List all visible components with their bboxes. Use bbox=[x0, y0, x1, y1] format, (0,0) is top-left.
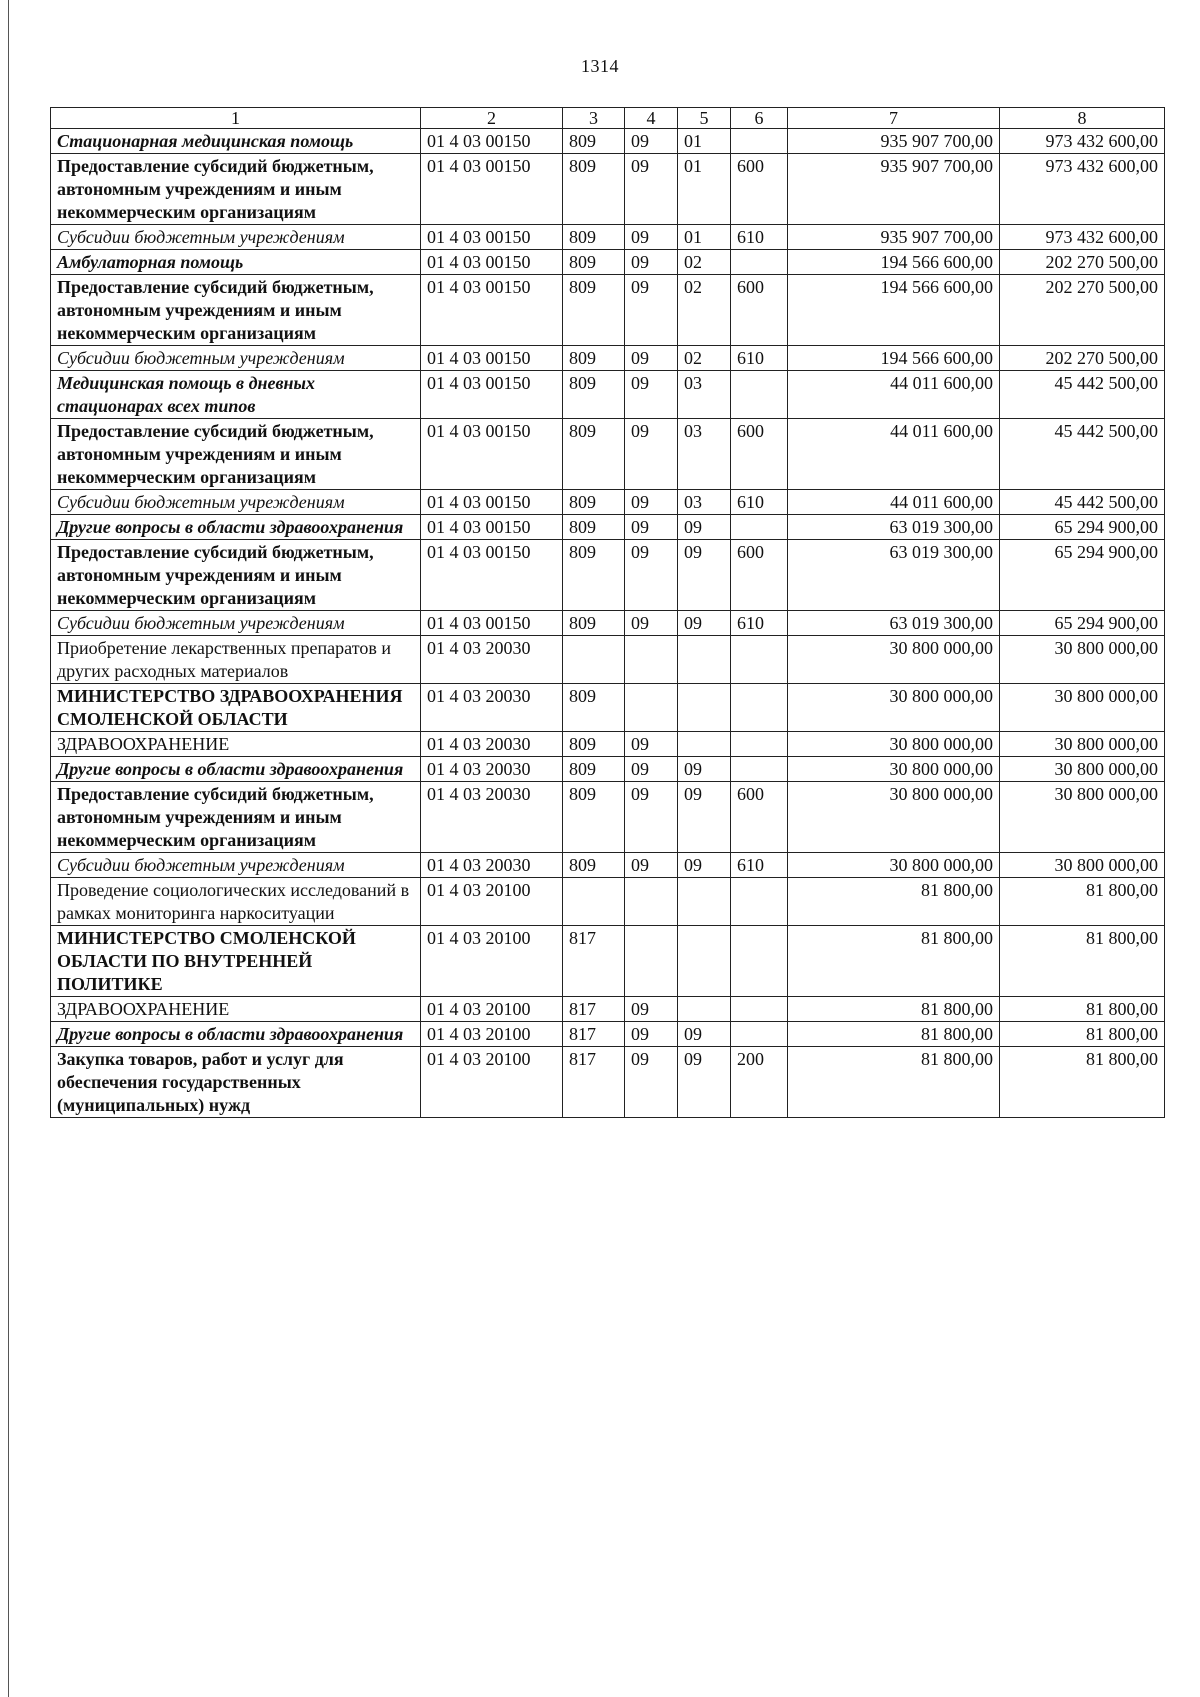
row-amount-year1-cell: 935 907 700,00 bbox=[788, 129, 1000, 154]
row-section-cell: 09 bbox=[625, 225, 678, 250]
row-target-code-cell: 01 4 03 00150 bbox=[421, 611, 563, 636]
row-expense-type-cell: 610 bbox=[731, 225, 788, 250]
row-amount-year2-cell: 81 800,00 bbox=[1000, 878, 1165, 926]
row-name-cell: ЗДРАВООХРАНЕНИЕ bbox=[51, 732, 421, 757]
row-target-code-cell: 01 4 03 20100 bbox=[421, 878, 563, 926]
row-name-cell: Субсидии бюджетным учреждениям bbox=[51, 853, 421, 878]
row-ministry-code-cell: 809 bbox=[563, 154, 625, 225]
row-amount-year1-cell: 30 800 000,00 bbox=[788, 636, 1000, 684]
row-ministry-code-cell: 809 bbox=[563, 611, 625, 636]
row-ministry-code-cell: 809 bbox=[563, 853, 625, 878]
row-section-cell: 09 bbox=[625, 1047, 678, 1118]
row-ministry-code-cell: 817 bbox=[563, 997, 625, 1022]
row-subsection-cell bbox=[678, 732, 731, 757]
row-target-code-cell: 01 4 03 20030 bbox=[421, 636, 563, 684]
row-expense-type-cell bbox=[731, 250, 788, 275]
row-subsection-cell: 09 bbox=[678, 540, 731, 611]
row-section-cell: 09 bbox=[625, 732, 678, 757]
row-name-cell: Другие вопросы в области здравоохранения bbox=[51, 515, 421, 540]
row-amount-year1-cell: 935 907 700,00 bbox=[788, 154, 1000, 225]
row-section-cell: 09 bbox=[625, 611, 678, 636]
row-expense-type-cell: 600 bbox=[731, 419, 788, 490]
row-ministry-code-cell: 809 bbox=[563, 275, 625, 346]
row-amount-year1-cell: 44 011 600,00 bbox=[788, 371, 1000, 419]
row-expense-type-cell: 600 bbox=[731, 275, 788, 346]
row-name-cell: Предоставление субсидий бюджетным, автономным учреждениям и иным некоммерческим организациям bbox=[51, 540, 421, 611]
page-number: 1314 bbox=[581, 56, 619, 76]
table-row bbox=[51, 1022, 1165, 1047]
row-amount-year2-cell: 45 442 500,00 bbox=[1000, 371, 1165, 419]
row-subsection-cell: 02 bbox=[678, 275, 731, 346]
row-subsection-cell bbox=[678, 878, 731, 926]
row-amount-year1-cell: 194 566 600,00 bbox=[788, 250, 1000, 275]
row-amount-year2-cell: 202 270 500,00 bbox=[1000, 275, 1165, 346]
row-ministry-code-cell: 817 bbox=[563, 1047, 625, 1118]
row-name-cell: МИНИСТЕРСТВО ЗДРАВООХРАНЕНИЯ СМОЛЕНСКОЙ ОБЛАСТИ bbox=[51, 684, 421, 732]
row-expense-type-cell: 610 bbox=[731, 490, 788, 515]
row-target-code-cell: 01 4 03 20100 bbox=[421, 997, 563, 1022]
row-target-code-cell: 01 4 03 20030 bbox=[421, 684, 563, 732]
row-expense-type-cell: 600 bbox=[731, 540, 788, 611]
row-target-code-cell: 01 4 03 00150 bbox=[421, 419, 563, 490]
row-name-cell: Амбулаторная помощь bbox=[51, 250, 421, 275]
table-row bbox=[51, 732, 1165, 757]
header-cell-6: 6 bbox=[731, 108, 788, 129]
row-name-cell: Субсидии бюджетным учреждениям bbox=[51, 346, 421, 371]
row-subsection-cell: 02 bbox=[678, 250, 731, 275]
row-section-cell: 09 bbox=[625, 515, 678, 540]
row-section-cell bbox=[625, 684, 678, 732]
row-target-code-cell: 01 4 03 20100 bbox=[421, 1047, 563, 1118]
row-target-code-cell: 01 4 03 20030 bbox=[421, 757, 563, 782]
row-amount-year2-cell: 973 432 600,00 bbox=[1000, 225, 1165, 250]
row-ministry-code-cell: 809 bbox=[563, 346, 625, 371]
row-subsection-cell: 09 bbox=[678, 757, 731, 782]
row-amount-year1-cell: 194 566 600,00 bbox=[788, 346, 1000, 371]
row-subsection-cell: 09 bbox=[678, 853, 731, 878]
row-target-code-cell: 01 4 03 00150 bbox=[421, 129, 563, 154]
row-expense-type-cell bbox=[731, 684, 788, 732]
table-row bbox=[51, 926, 1165, 997]
row-section-cell: 09 bbox=[625, 275, 678, 346]
row-amount-year2-cell: 30 800 000,00 bbox=[1000, 636, 1165, 684]
row-amount-year2-cell: 81 800,00 bbox=[1000, 926, 1165, 997]
row-section-cell: 09 bbox=[625, 371, 678, 419]
table-row bbox=[51, 346, 1165, 371]
row-subsection-cell bbox=[678, 684, 731, 732]
row-subsection-cell: 03 bbox=[678, 371, 731, 419]
row-amount-year2-cell: 65 294 900,00 bbox=[1000, 540, 1165, 611]
row-subsection-cell: 09 bbox=[678, 782, 731, 853]
table-row bbox=[51, 225, 1165, 250]
row-section-cell bbox=[625, 878, 678, 926]
row-target-code-cell: 01 4 03 00150 bbox=[421, 225, 563, 250]
row-target-code-cell: 01 4 03 00150 bbox=[421, 250, 563, 275]
row-amount-year2-cell: 973 432 600,00 bbox=[1000, 154, 1165, 225]
row-name-cell: Субсидии бюджетным учреждениям bbox=[51, 611, 421, 636]
table-row bbox=[51, 371, 1165, 419]
row-subsection-cell: 09 bbox=[678, 611, 731, 636]
row-ministry-code-cell: 809 bbox=[563, 490, 625, 515]
row-amount-year1-cell: 30 800 000,00 bbox=[788, 732, 1000, 757]
row-amount-year2-cell: 30 800 000,00 bbox=[1000, 782, 1165, 853]
row-amount-year1-cell: 81 800,00 bbox=[788, 878, 1000, 926]
row-ministry-code-cell: 809 bbox=[563, 225, 625, 250]
row-name-cell: Стационарная медицинская помощь bbox=[51, 129, 421, 154]
row-name-cell: ЗДРАВООХРАНЕНИЕ bbox=[51, 997, 421, 1022]
row-target-code-cell: 01 4 03 00150 bbox=[421, 515, 563, 540]
row-ministry-code-cell: 809 bbox=[563, 129, 625, 154]
header-cell-5: 5 bbox=[678, 108, 731, 129]
row-expense-type-cell: 610 bbox=[731, 853, 788, 878]
table-row bbox=[51, 878, 1165, 926]
row-amount-year1-cell: 30 800 000,00 bbox=[788, 757, 1000, 782]
header-cell-3: 3 bbox=[563, 108, 625, 129]
row-name-cell: Предоставление субсидий бюджетным, автономным учреждениям и иным некоммерческим организациям bbox=[51, 154, 421, 225]
row-amount-year1-cell: 44 011 600,00 bbox=[788, 419, 1000, 490]
row-amount-year1-cell: 81 800,00 bbox=[788, 997, 1000, 1022]
row-amount-year2-cell: 30 800 000,00 bbox=[1000, 684, 1165, 732]
row-name-cell: Предоставление субсидий бюджетным, автономным учреждениям и иным некоммерческим организациям bbox=[51, 782, 421, 853]
table-row bbox=[51, 611, 1165, 636]
row-section-cell: 09 bbox=[625, 154, 678, 225]
row-name-cell: Медицинская помощь в дневных стационарах всех типов bbox=[51, 371, 421, 419]
row-amount-year1-cell: 81 800,00 bbox=[788, 926, 1000, 997]
row-amount-year2-cell: 81 800,00 bbox=[1000, 997, 1165, 1022]
row-amount-year2-cell: 30 800 000,00 bbox=[1000, 732, 1165, 757]
row-ministry-code-cell: 809 bbox=[563, 515, 625, 540]
table-row bbox=[51, 757, 1165, 782]
row-ministry-code-cell: 817 bbox=[563, 926, 625, 997]
row-amount-year2-cell: 30 800 000,00 bbox=[1000, 757, 1165, 782]
table-row bbox=[51, 490, 1165, 515]
row-target-code-cell: 01 4 03 00150 bbox=[421, 275, 563, 346]
row-section-cell: 09 bbox=[625, 129, 678, 154]
row-expense-type-cell bbox=[731, 878, 788, 926]
row-target-code-cell: 01 4 03 20030 bbox=[421, 853, 563, 878]
row-ministry-code-cell: 809 bbox=[563, 782, 625, 853]
row-expense-type-cell bbox=[731, 129, 788, 154]
row-name-cell: Проведение социологических исследований в рамках мониторинга наркоситуации bbox=[51, 878, 421, 926]
header-cell-7: 7 bbox=[788, 108, 1000, 129]
row-amount-year2-cell: 81 800,00 bbox=[1000, 1022, 1165, 1047]
row-expense-type-cell bbox=[731, 371, 788, 419]
row-subsection-cell: 01 bbox=[678, 129, 731, 154]
row-section-cell: 09 bbox=[625, 1022, 678, 1047]
row-subsection-cell: 02 bbox=[678, 346, 731, 371]
row-target-code-cell: 01 4 03 20100 bbox=[421, 926, 563, 997]
table-row bbox=[51, 515, 1165, 540]
header-cell-2: 2 bbox=[421, 108, 563, 129]
row-expense-type-cell bbox=[731, 926, 788, 997]
row-section-cell: 09 bbox=[625, 419, 678, 490]
row-ministry-code-cell: 809 bbox=[563, 250, 625, 275]
row-ministry-code-cell bbox=[563, 878, 625, 926]
table-row bbox=[51, 129, 1165, 154]
row-ministry-code-cell: 817 bbox=[563, 1022, 625, 1047]
row-amount-year2-cell: 202 270 500,00 bbox=[1000, 250, 1165, 275]
row-name-cell: Предоставление субсидий бюджетным, автономным учреждениям и иным некоммерческим организациям bbox=[51, 275, 421, 346]
row-section-cell: 09 bbox=[625, 757, 678, 782]
table-row bbox=[51, 684, 1165, 732]
table-row bbox=[51, 419, 1165, 490]
row-expense-type-cell: 600 bbox=[731, 782, 788, 853]
row-expense-type-cell bbox=[731, 515, 788, 540]
header-cell-1: 1 bbox=[51, 108, 421, 129]
row-amount-year1-cell: 30 800 000,00 bbox=[788, 684, 1000, 732]
row-expense-type-cell bbox=[731, 757, 788, 782]
table-row bbox=[51, 250, 1165, 275]
row-amount-year1-cell: 63 019 300,00 bbox=[788, 540, 1000, 611]
row-subsection-cell bbox=[678, 997, 731, 1022]
row-section-cell: 09 bbox=[625, 490, 678, 515]
row-name-cell: Субсидии бюджетным учреждениям bbox=[51, 225, 421, 250]
row-amount-year2-cell: 81 800,00 bbox=[1000, 1047, 1165, 1118]
row-amount-year2-cell: 65 294 900,00 bbox=[1000, 611, 1165, 636]
table-row bbox=[51, 853, 1165, 878]
row-name-cell: Другие вопросы в области здравоохранения bbox=[51, 757, 421, 782]
budget-table bbox=[50, 107, 1165, 1118]
row-target-code-cell: 01 4 03 20030 bbox=[421, 782, 563, 853]
table-row bbox=[51, 636, 1165, 684]
row-name-cell: Предоставление субсидий бюджетным, автономным учреждениям и иным некоммерческим организациям bbox=[51, 419, 421, 490]
row-amount-year2-cell: 45 442 500,00 bbox=[1000, 419, 1165, 490]
row-subsection-cell: 09 bbox=[678, 515, 731, 540]
header-row bbox=[51, 108, 1165, 129]
row-section-cell: 09 bbox=[625, 853, 678, 878]
row-ministry-code-cell bbox=[563, 636, 625, 684]
row-target-code-cell: 01 4 03 00150 bbox=[421, 154, 563, 225]
row-section-cell: 09 bbox=[625, 346, 678, 371]
row-name-cell: Субсидии бюджетным учреждениям bbox=[51, 490, 421, 515]
row-section-cell bbox=[625, 636, 678, 684]
row-amount-year2-cell: 45 442 500,00 bbox=[1000, 490, 1165, 515]
row-amount-year2-cell: 973 432 600,00 bbox=[1000, 129, 1165, 154]
row-expense-type-cell: 610 bbox=[731, 346, 788, 371]
row-ministry-code-cell: 809 bbox=[563, 540, 625, 611]
row-amount-year2-cell: 30 800 000,00 bbox=[1000, 853, 1165, 878]
row-ministry-code-cell: 809 bbox=[563, 732, 625, 757]
row-name-cell: Закупка товаров, работ и услуг для обеспечения государственных (муниципальных) нужд bbox=[51, 1047, 421, 1118]
row-amount-year1-cell: 44 011 600,00 bbox=[788, 490, 1000, 515]
row-expense-type-cell: 200 bbox=[731, 1047, 788, 1118]
row-amount-year1-cell: 63 019 300,00 bbox=[788, 611, 1000, 636]
row-ministry-code-cell: 809 bbox=[563, 419, 625, 490]
row-ministry-code-cell: 809 bbox=[563, 757, 625, 782]
row-subsection-cell: 09 bbox=[678, 1022, 731, 1047]
table-row bbox=[51, 782, 1165, 853]
row-section-cell: 09 bbox=[625, 540, 678, 611]
row-expense-type-cell bbox=[731, 1022, 788, 1047]
row-section-cell: 09 bbox=[625, 250, 678, 275]
row-subsection-cell bbox=[678, 636, 731, 684]
row-name-cell: Приобретение лекарственных препаратов и других расходных материалов bbox=[51, 636, 421, 684]
row-subsection-cell: 09 bbox=[678, 1047, 731, 1118]
row-amount-year2-cell: 65 294 900,00 bbox=[1000, 515, 1165, 540]
row-target-code-cell: 01 4 03 00150 bbox=[421, 540, 563, 611]
row-expense-type-cell: 600 bbox=[731, 154, 788, 225]
row-section-cell: 09 bbox=[625, 782, 678, 853]
row-amount-year1-cell: 194 566 600,00 bbox=[788, 275, 1000, 346]
row-section-cell bbox=[625, 926, 678, 997]
header-cell-4: 4 bbox=[625, 108, 678, 129]
table-row bbox=[51, 154, 1165, 225]
row-amount-year1-cell: 81 800,00 bbox=[788, 1047, 1000, 1118]
row-target-code-cell: 01 4 03 20100 bbox=[421, 1022, 563, 1047]
row-expense-type-cell bbox=[731, 636, 788, 684]
row-subsection-cell: 01 bbox=[678, 225, 731, 250]
row-subsection-cell bbox=[678, 926, 731, 997]
table-row bbox=[51, 997, 1165, 1022]
row-amount-year1-cell: 30 800 000,00 bbox=[788, 782, 1000, 853]
row-amount-year1-cell: 935 907 700,00 bbox=[788, 225, 1000, 250]
table-row bbox=[51, 275, 1165, 346]
row-expense-type-cell bbox=[731, 997, 788, 1022]
row-subsection-cell: 03 bbox=[678, 490, 731, 515]
table-row bbox=[51, 540, 1165, 611]
scan-edge-line bbox=[8, 0, 9, 1697]
row-subsection-cell: 01 bbox=[678, 154, 731, 225]
row-amount-year1-cell: 30 800 000,00 bbox=[788, 853, 1000, 878]
header-cell-8: 8 bbox=[1000, 108, 1165, 129]
row-expense-type-cell: 610 bbox=[731, 611, 788, 636]
row-ministry-code-cell: 809 bbox=[563, 684, 625, 732]
row-name-cell: МИНИСТЕРСТВО СМОЛЕНСКОЙ ОБЛАСТИ ПО ВНУТРЕННЕЙ ПОЛИТИКЕ bbox=[51, 926, 421, 997]
row-section-cell: 09 bbox=[625, 997, 678, 1022]
row-target-code-cell: 01 4 03 00150 bbox=[421, 490, 563, 515]
row-name-cell: Другие вопросы в области здравоохранения bbox=[51, 1022, 421, 1047]
row-amount-year2-cell: 202 270 500,00 bbox=[1000, 346, 1165, 371]
row-amount-year1-cell: 63 019 300,00 bbox=[788, 515, 1000, 540]
row-target-code-cell: 01 4 03 00150 bbox=[421, 371, 563, 419]
row-expense-type-cell bbox=[731, 732, 788, 757]
row-subsection-cell: 03 bbox=[678, 419, 731, 490]
row-amount-year1-cell: 81 800,00 bbox=[788, 1022, 1000, 1047]
row-target-code-cell: 01 4 03 00150 bbox=[421, 346, 563, 371]
table-row bbox=[51, 1047, 1165, 1118]
row-target-code-cell: 01 4 03 20030 bbox=[421, 732, 563, 757]
row-ministry-code-cell: 809 bbox=[563, 371, 625, 419]
